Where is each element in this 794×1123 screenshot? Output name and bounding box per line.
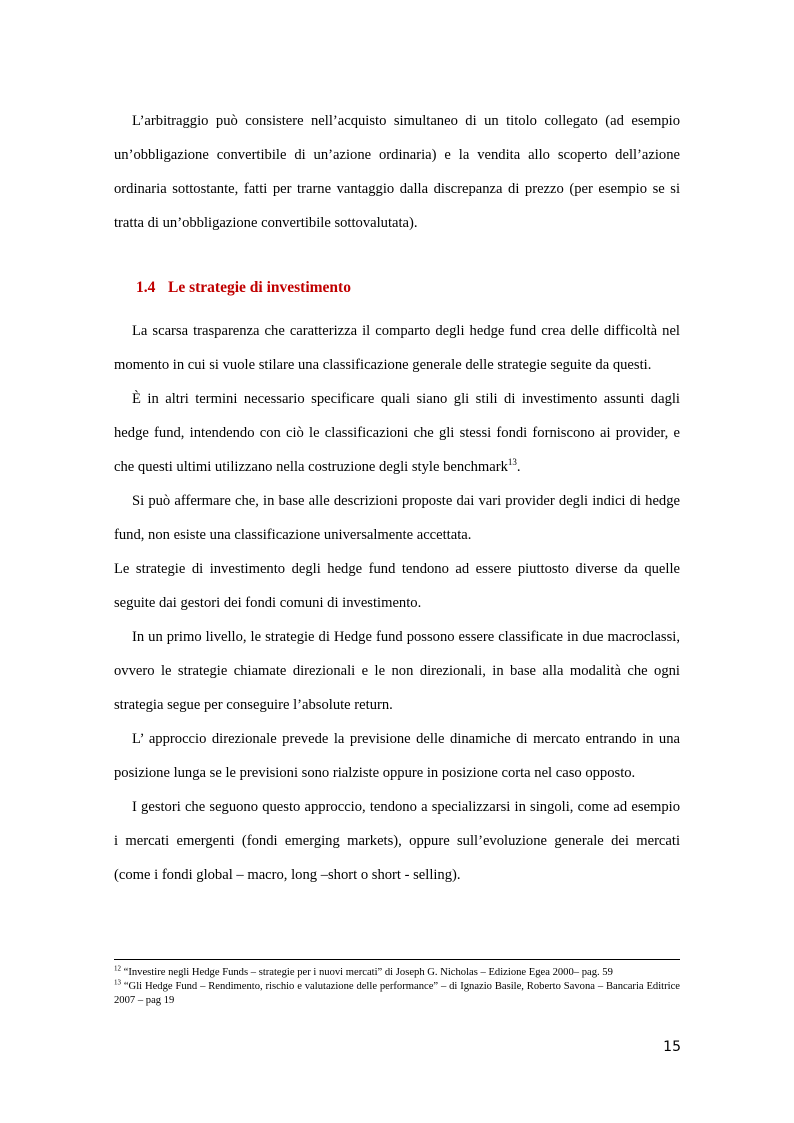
paragraph-directional-approach: L’ approccio direzionale prevede la previsione delle dinamiche di mercato entrando in una posizione lunga se le previsioni sono rialziste oppure in posizione corta nel caso opposto.	[114, 731, 680, 781]
footnote-text: “Gli Hedge Fund – Rendimento, rischio e valutazione delle performance” – di Ignazio Basile, Roberto Savona – Bancaria Editrice 2007 – pag 19	[114, 981, 680, 1006]
paragraph-differences: Le strategie di investimento degli hedge fund tendono ad essere piuttosto diverse da quelle seguite dai gestori dei fondi comuni di investimento.	[114, 561, 680, 611]
section-title: Le strategie di investimento	[168, 279, 351, 296]
footnote-text: “Investire negli Hedge Funds – strategie per i nuovi mercati” di Joseph G. Nicholas – Edizione Egea 2000– pag. 59	[123, 967, 613, 978]
paragraph-managers: I gestori che seguono questo approccio, tendono a specializzarsi in singoli, come ad esempio i mercati emergenti (fondi emerging markets), oppure sull’evoluzione generale dei mercati (come i fondi global – macro, long –short o short - selling).	[114, 799, 680, 883]
footnote-12	[114, 966, 680, 980]
paragraph-classification: Si può affermare che, in base alle descrizioni proposte dai vari provider degli indici di hedge fund, non esiste una classificazione universalmente accettata.	[114, 493, 680, 543]
page-number: 15	[663, 1039, 681, 1055]
footnote-number: 12	[114, 964, 121, 973]
paragraph-arbitrage: L’arbitraggio può consistere nell’acquisto simultaneo di un titolo collegato (ad esempio un’obbligazione convertibile di un’azione ordinaria) e la vendita allo scoperto dell’azione ordinaria sottostante, fatti per trarne vantaggio dalla discrepanza di prezzo (per esempio se si tratta di un’obbligazione convertibile sottovalutata).	[114, 113, 680, 231]
footnotes	[114, 966, 680, 1008]
section-heading	[136, 276, 680, 300]
paragraph-macroclasses: In un primo livello, le strategie di Hedge fund possono essere classificate in due macroclassi, ovvero le strategie chiamate direzionali e le non direzionali, in base alla modalità che ogni strategia segue per conseguire l’absolute return.	[114, 629, 680, 713]
footnote-number: 13	[114, 978, 121, 987]
footnote-ref-13: 13	[507, 457, 517, 468]
section-number: 1.4	[136, 279, 156, 296]
body-text	[114, 104, 680, 892]
footnote-separator	[114, 959, 680, 960]
footnote-13	[114, 980, 680, 1008]
paragraph-investment-styles-end: .	[516, 459, 521, 475]
paragraph-investment-styles-text: È in altri termini necessario specificare quali siano gli stili di investimento assunti dagli hedge fund, intendendo con ciò le classificazioni che gli stessi fondi forniscono ai provider, e che questi ultimi utilizzano nella costruzione degli style benchmark	[114, 391, 680, 475]
paragraph-transparency: La scarsa trasparenza che caratterizza il comparto degli hedge fund crea delle difficoltà nel momento in cui si vuole stilare una classificazione generale delle strategie seguite da questi.	[114, 323, 680, 373]
paragraph-investment-styles	[114, 382, 680, 484]
